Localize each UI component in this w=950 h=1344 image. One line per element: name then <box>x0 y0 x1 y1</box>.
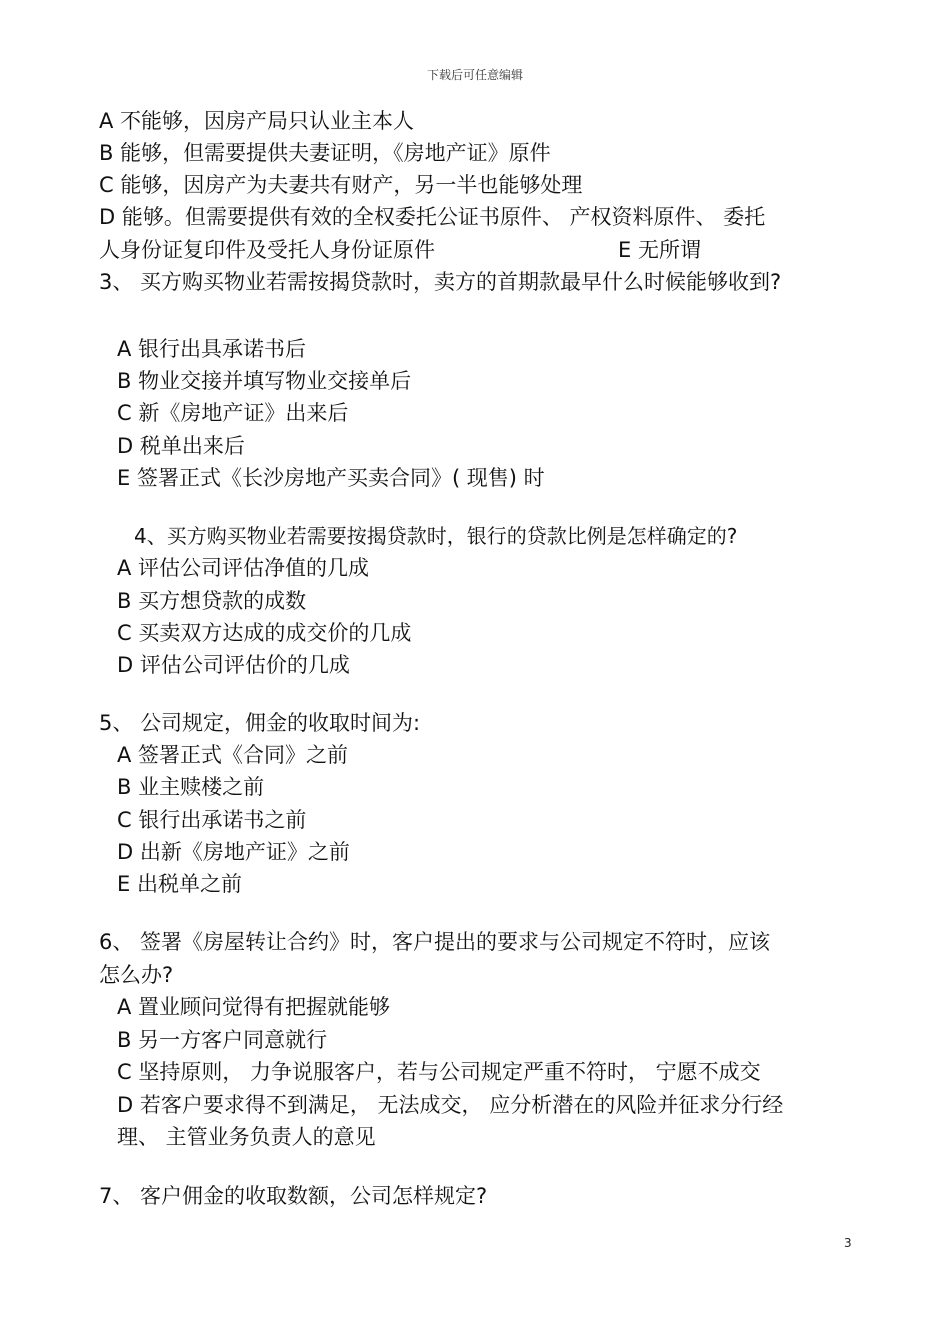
q3-option-b: B 物业交接并填写物业交接单后 <box>117 369 412 393</box>
q2-option-d-line2: 人身份证复印件及受托人身份证原件 <box>99 238 435 262</box>
q6-option-a: A 置业顾问觉得有把握就能够 <box>117 995 391 1019</box>
question-4: 4、买方购买物业若需要按揭贷款时，银行的贷款比例是怎样确定的? <box>134 524 738 548</box>
q5-option-d: D 出新《房地产证》之前 <box>117 840 350 864</box>
q2-option-d-line1: D 能够。但需要提供有效的全权委托公证书原件、 产权资料原件、 委托 <box>99 205 766 229</box>
question-6-line2: 怎么办? <box>99 963 174 987</box>
q5-option-e: E 出税单之前 <box>117 872 242 896</box>
q5-option-c: C 银行出承诺书之前 <box>117 808 307 832</box>
q2-option-b: B 能够，但需要提供夫妻证明，《房地产证》原件 <box>99 141 551 165</box>
q2-option-c: C 能够，因房产为夫妻共有财产，另一半也能够处理 <box>99 173 583 197</box>
header-note: 下载后可任意编辑 <box>426 68 523 82</box>
q4-option-d: D 评估公司评估价的几成 <box>117 653 350 677</box>
question-6-line1: 6、 签署《房屋转让合约》时，客户提出的要求与公司规定不符时，应该 <box>99 930 771 954</box>
q4-option-a: A 评估公司评估净值的几成 <box>117 556 370 580</box>
q6-option-c: C 坚持原则， 力争说服客户，若与公司规定严重不符时， 宁愿不成交 <box>117 1060 761 1084</box>
q4-option-c: C 买卖双方达成的成交价的几成 <box>117 621 412 645</box>
q5-option-a: A 签署正式《合同》之前 <box>117 743 349 767</box>
q6-option-d-line2: 理、 主管业务负责人的意见 <box>117 1125 376 1149</box>
question-3: 3、 买方购买物业若需按揭贷款时，卖方的首期款最早什么时候能够收到? <box>99 270 782 294</box>
q5-option-b: B 业主赎楼之前 <box>117 775 265 799</box>
q4-option-b: B 买方想贷款的成数 <box>117 589 307 613</box>
q6-option-d-line1: D 若客户要求得不到满足， 无法成交， 应分析潜在的风险并征求分行经 <box>117 1093 784 1117</box>
q2-option-a: A 不能够，因房产局只认业主本人 <box>99 109 415 133</box>
q3-option-a: A 银行出具承诺书后 <box>117 337 307 361</box>
page-number: 3 <box>844 1236 852 1250</box>
q6-option-b: B 另一方客户同意就行 <box>117 1028 328 1052</box>
question-5: 5、 公司规定，佣金的收取时间为: <box>99 711 421 735</box>
q3-option-e: E 签署正式《长沙房地产买卖合同》( 现售) 时 <box>117 466 545 490</box>
q2-option-e: E 无所谓 <box>618 238 701 262</box>
q3-option-d: D 税单出来后 <box>117 434 245 458</box>
question-7: 7、 客户佣金的收取数额，公司怎样规定? <box>99 1184 488 1208</box>
q3-option-c: C 新《房地产证》出来后 <box>117 401 349 425</box>
